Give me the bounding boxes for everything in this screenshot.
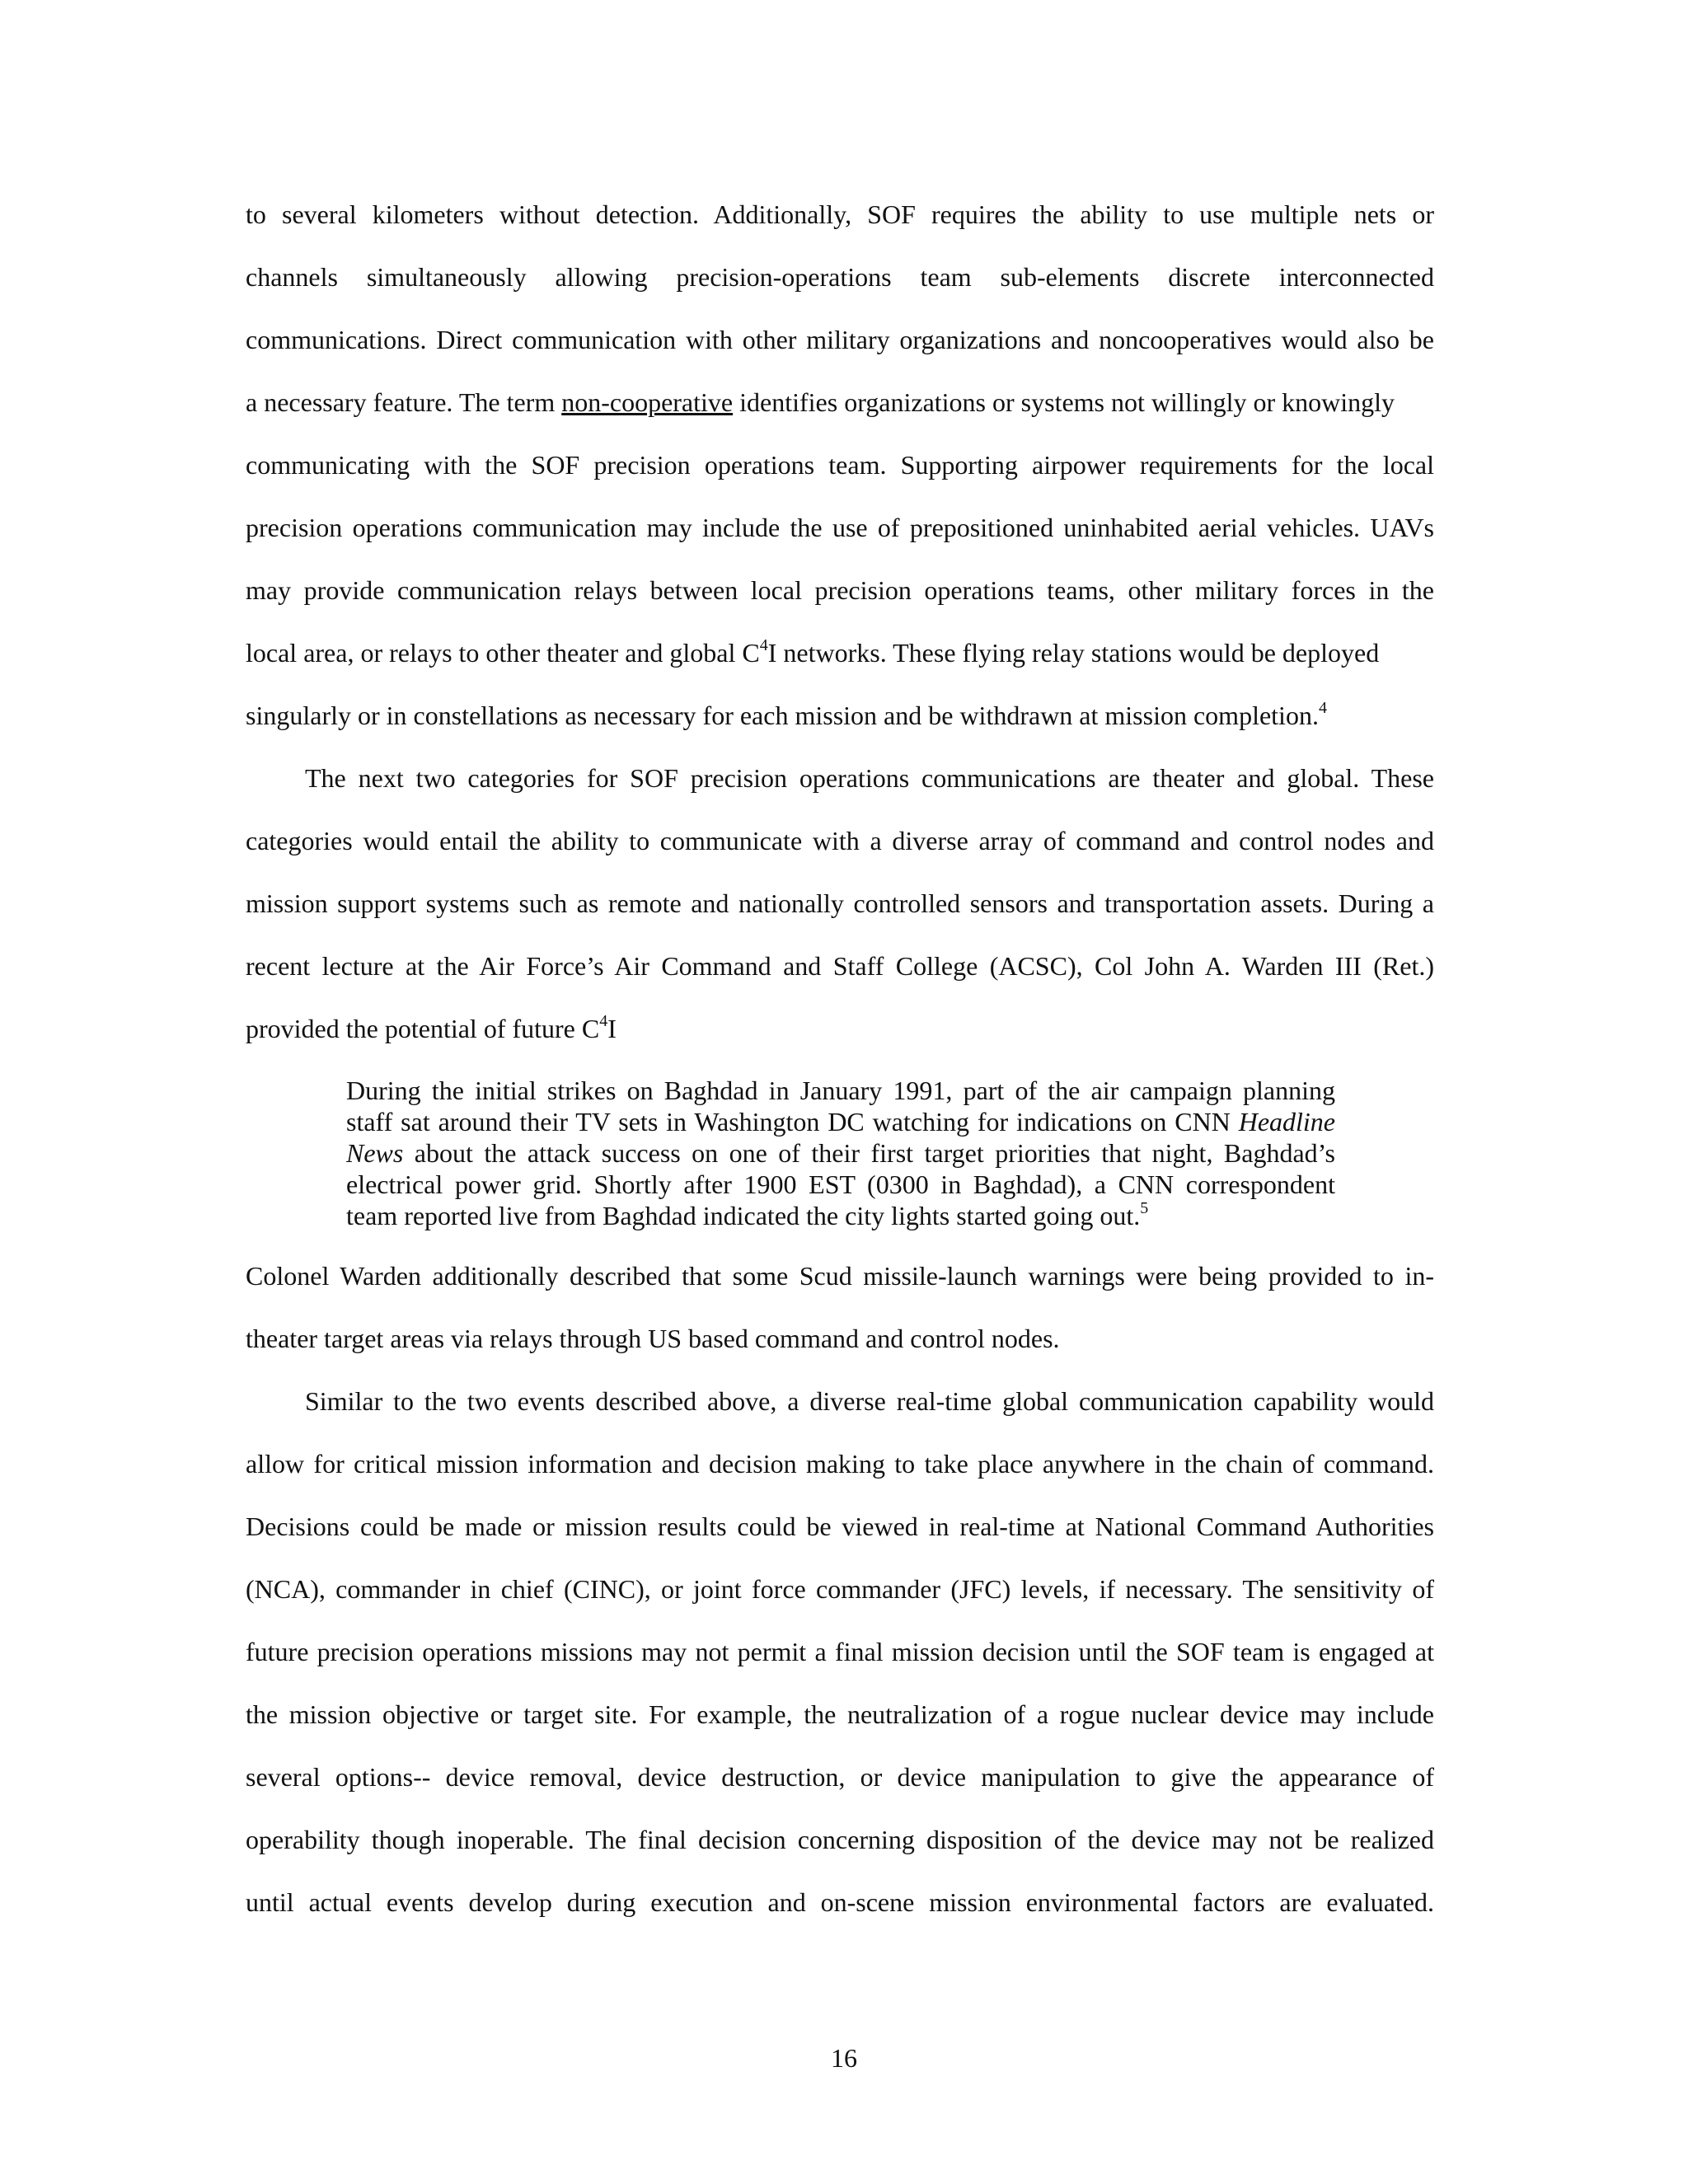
italic-title: Headline xyxy=(1238,1107,1335,1137)
paragraph-2-line-3: mission support systems such as remote and nationally controlled sensors and transportation assets. During a xyxy=(246,888,1434,918)
paragraph-4-line-3: Decisions could be made or mission results could be viewed in real-time at National Command Authorities xyxy=(246,1511,1434,1541)
text-run: identifies organizations or systems not willingly or knowingly xyxy=(733,387,1395,417)
paragraph-1-line-8 xyxy=(246,636,1379,669)
text-run: singularly or in constellations as necessary for each mission and be withdrawn at mission completion. xyxy=(246,701,1319,730)
blockquote-line-2 xyxy=(346,1106,1335,1137)
superscript: 4 xyxy=(759,636,768,654)
footnote-ref: 4 xyxy=(1318,699,1327,717)
paragraph-1-line-3: communications. Direct communication with other military organizations and noncooperatives would also be xyxy=(246,325,1434,354)
paragraph-4-line-4: (NCA), commander in chief (CINC), or joint force commander (JFC) levels, if necessary. The sensitivity of xyxy=(246,1574,1434,1604)
text-run: staff sat around their TV sets in Washington DC watching for indications on CNN xyxy=(346,1107,1239,1137)
italic-title: News xyxy=(346,1138,404,1168)
superscript: 4 xyxy=(599,1012,608,1030)
text-run: provided the potential of future C xyxy=(246,1014,600,1043)
paragraph-1-line-9 xyxy=(246,699,1327,732)
blockquote-line-4: electrical power grid. Shortly after 1900 EST (0300 in Baghdad), a CNN correspondent xyxy=(346,1169,1335,1199)
paragraph-2-line-2: categories would entail the ability to communicate with a diverse array of command and control nodes and xyxy=(246,826,1434,855)
paragraph-1-line-5: communicating with the SOF precision operations team. Supporting airpower requirements for the local xyxy=(246,450,1434,480)
text-run: I xyxy=(607,1014,617,1043)
text-run: about the attack success on one of their first target priorities that night, Baghdad’s xyxy=(403,1138,1335,1168)
paragraph-4-line-2: allow for critical mission information and decision making to take place anywhere in the chain of command. xyxy=(246,1449,1434,1479)
text-run: team reported live from Baghdad indicated the city lights started going out. xyxy=(346,1201,1141,1230)
text-run: a necessary feature. The term xyxy=(246,387,562,417)
paragraph-4-line-5: future precision operations missions may not permit a final mission decision until the SOF team is engaged at xyxy=(246,1637,1434,1666)
paragraph-4-line-8: operability though inoperable. The final decision concerning disposition of the device may not be realized xyxy=(246,1825,1434,1854)
paragraph-3-line-2: theater target areas via relays through US based command and control nodes. xyxy=(246,1324,1060,1353)
paragraph-1-line-7: may provide communication relays between local precision operations teams, other military forces in the xyxy=(246,575,1434,605)
blockquote-line-5 xyxy=(346,1200,1148,1231)
text-run: I networks. These flying relay stations would be deployed xyxy=(767,638,1380,668)
paragraph-4-line-1: Similar to the two events described above, a diverse real-time global communication capability would xyxy=(305,1386,1434,1416)
paragraph-2-line-4: recent lecture at the Air Force’s Air Command and Staff College (ACSC), Col John A. Warden III (Ret.) xyxy=(246,951,1434,981)
paragraph-4-line-7: several options-- device removal, device destruction, or device manipulation to give the appearance of xyxy=(246,1762,1434,1792)
paragraph-1-line-6: precision operations communication may include the use of prepositioned uninhabited aerial vehicles. UAVs xyxy=(246,513,1434,542)
paragraph-4-line-6: the mission objective or target site. For example, the neutralization of a rogue nuclear device may include xyxy=(246,1699,1434,1729)
footnote-ref: 5 xyxy=(1140,1199,1149,1217)
underlined-term: non-cooperative xyxy=(561,387,734,417)
paragraph-1-line-2: channels simultaneously allowing precision-operations team sub-elements discrete interconnected xyxy=(246,262,1434,292)
paragraph-3-line-1: Colonel Warden additionally described that some Scud missile-launch warnings were being provided to in- xyxy=(246,1261,1434,1291)
blockquote-line-3 xyxy=(346,1137,1335,1169)
paragraph-2-line-1: The next two categories for SOF precision operations communications are theater and global. These xyxy=(305,763,1434,793)
paragraph-1-line-4 xyxy=(246,386,1395,419)
paragraph-1-line-1: to several kilometers without detection. Additionally, SOF requires the ability to use multiple nets or xyxy=(246,199,1434,229)
page-number: 16 xyxy=(831,2043,857,2073)
paragraph-2-line-5 xyxy=(246,1012,617,1045)
blockquote-line-1: During the initial strikes on Baghdad in January 1991, part of the air campaign planning xyxy=(346,1076,1335,1105)
paragraph-4-line-9: until actual events develop during execution and on-scene mission environmental factors are evaluated. xyxy=(246,1887,1434,1917)
text-run: local area, or relays to other theater and global C xyxy=(246,638,760,668)
